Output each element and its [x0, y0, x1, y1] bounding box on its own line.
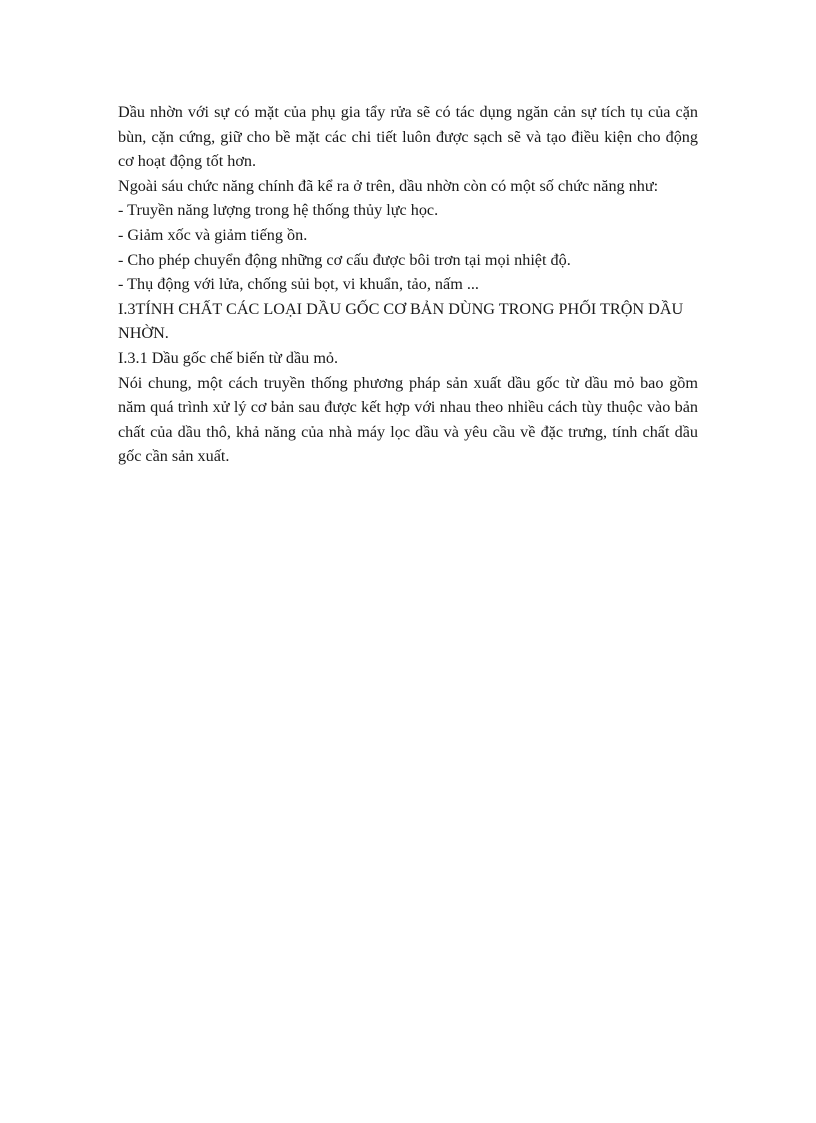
paragraph-detergent: Dầu nhờn với sự có mặt của phụ gia tẩy rửa sẽ có tác dụng ngăn cản sự tích tụ của cặn bùn, cặn cứng, giữ cho bề mặt các chi tiết luôn được sạch sẽ và tạo điều kiện cho động cơ hoạt động tốt hơn.	[118, 103, 698, 171]
section-heading: I.3TÍNH CHẤT CÁC LOẠI DẦU GỐC CƠ BẢN DÙNG TRONG PHỐI TRỘN DẦU NHỜN.	[118, 299, 684, 343]
list-item: - Cho phép chuyển động những cơ cấu được bôi trơn tại mọi nhiệt độ.	[118, 250, 571, 269]
document-page	[118, 100, 698, 469]
list-item: - Giảm xốc và giảm tiếng ồn.	[118, 225, 308, 244]
list-item: - Thụ động với lửa, chống sủi bọt, vi khuẩn, tảo, nấm ...	[118, 275, 479, 294]
list-item: - Truyền năng lượng trong hệ thống thủy lực học.	[118, 201, 439, 220]
paragraph-other-functions: Ngoài sáu chức năng chính đã kể ra ở trên, dầu nhờn còn có một số chức năng như:	[118, 176, 659, 195]
paragraph-production: Nói chung, một cách truyền thống phương pháp sản xuất dầu gốc từ dầu mỏ bao gồm năm quá trình xử lý cơ bản sau được kết hợp với nhau theo nhiều cách tùy thuộc vào bản chất của dầu thô, khả năng của nhà máy lọc dầu và yêu cầu về đặc trưng, tính chất dầu gốc cần sản xuất.	[118, 373, 698, 466]
subsection-heading: I.3.1 Dầu gốc chế biến từ dầu mỏ.	[118, 348, 339, 367]
